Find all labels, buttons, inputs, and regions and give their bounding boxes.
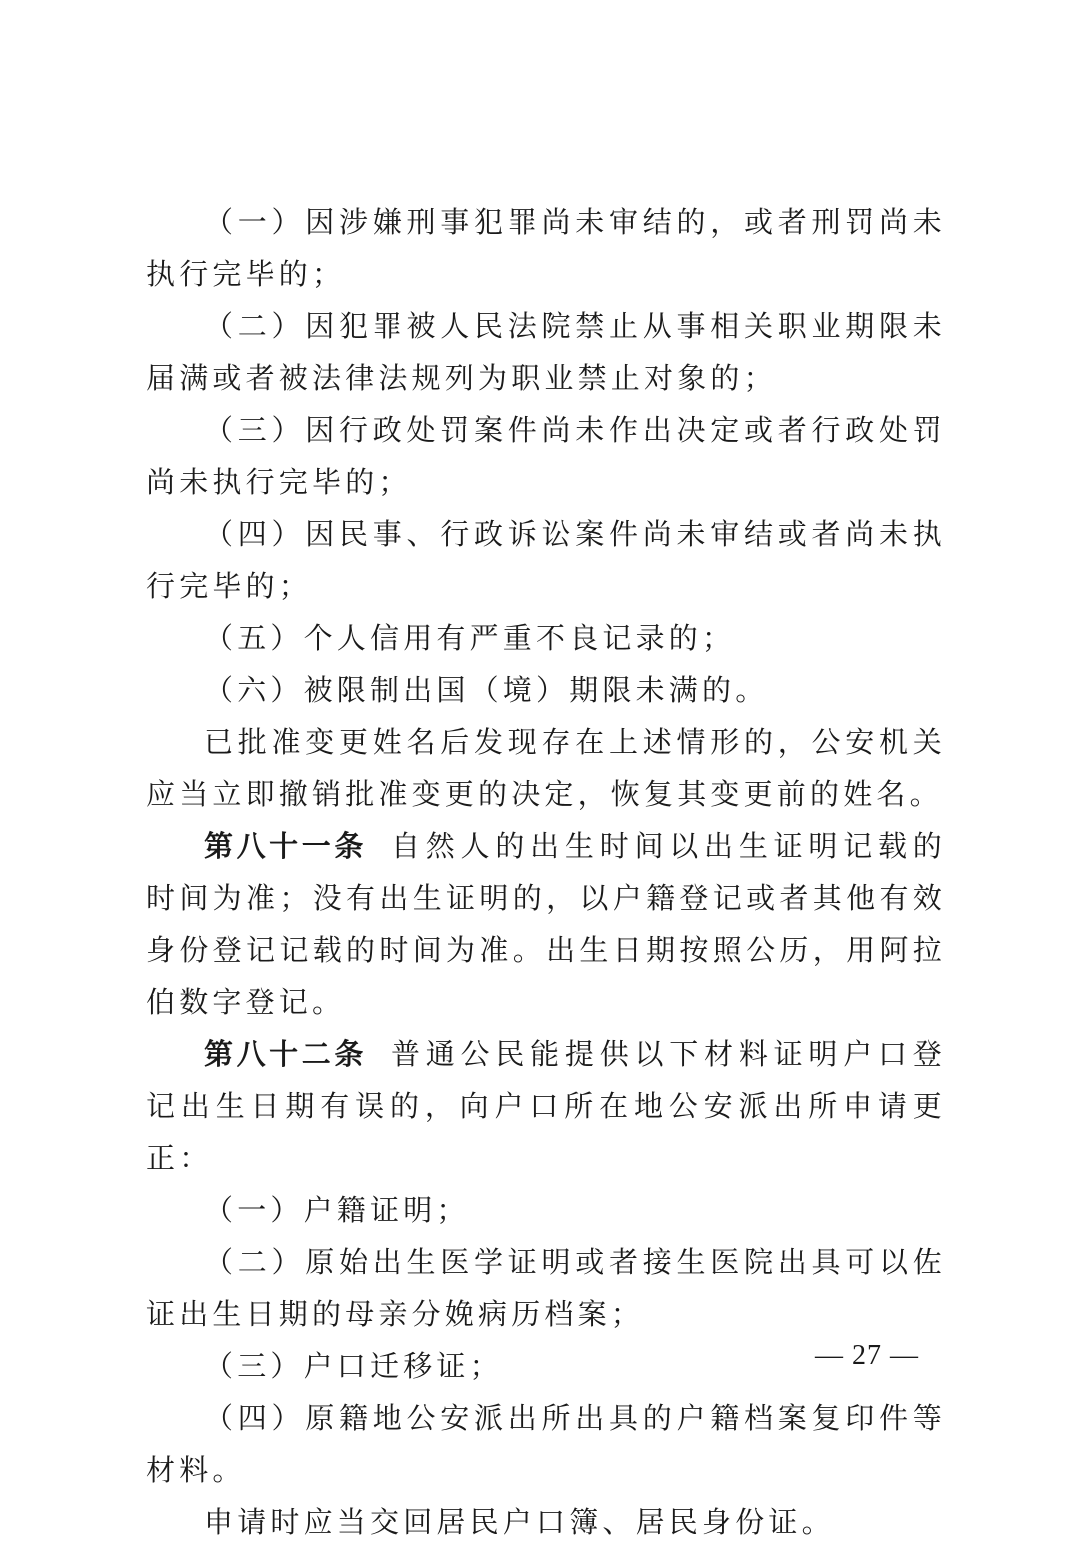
item-paragraph-4: （四）因民事、行政诉讼案件尚未审结或者尚未执行完毕的；: [146, 517, 946, 603]
article-82-item-1: （一）户籍证明；: [204, 1193, 470, 1227]
article-81-number: 第八十一条: [204, 829, 367, 863]
article-82-number: 第八十二条: [204, 1037, 367, 1071]
item-paragraph-6: （六）被限制出国（境）期限未满的。: [204, 673, 769, 707]
item-paragraph-5: （五）个人信用有严重不良记录的；: [204, 621, 736, 655]
article-81-text: 自然人的出生时间以出生证明记载的时间为准；没有出生证明的，以户籍登记或者其他有效身份登记记载的时间为准。出生日期按照公历，用阿拉伯数字登记。: [146, 829, 946, 1019]
item-paragraph-1: （一）因涉嫌刑事犯罪尚未审结的，或者刑罚尚未执行完毕的；: [146, 205, 946, 291]
article-82-item-3: （三）户口迁移证；: [204, 1349, 503, 1383]
article-81: [146, 820, 946, 1028]
item-paragraph-2: （二）因犯罪被人民法院禁止从事相关职业期限未届满或者被法律法规列为职业禁止对象的；: [146, 309, 946, 395]
page-number: — 27 —: [815, 1340, 919, 1371]
article-82-item-4: （四）原籍地公安派出所出具的户籍档案复印件等材料。: [146, 1401, 946, 1487]
article-82-text: 普通公民能提供以下材料证明户口登记出生日期有误的，向户口所在地公安派出所申请更正：: [146, 1037, 946, 1175]
article-82-item-2: （二）原始出生医学证明或者接生医院出具可以佐证出生日期的母亲分娩病历档案；: [146, 1245, 946, 1331]
article-82-closing: 申请时应当交回居民户口簿、居民身份证。: [204, 1505, 835, 1539]
revocation-paragraph: 已批准变更姓名后发现存在上述情形的，公安机关应当立即撤销批准变更的决定，恢复其变更前的姓名。: [146, 725, 946, 811]
article-82: [146, 1028, 946, 1184]
item-paragraph-3: （三）因行政处罚案件尚未作出决定或者行政处罚尚未执行完毕的；: [146, 413, 946, 499]
